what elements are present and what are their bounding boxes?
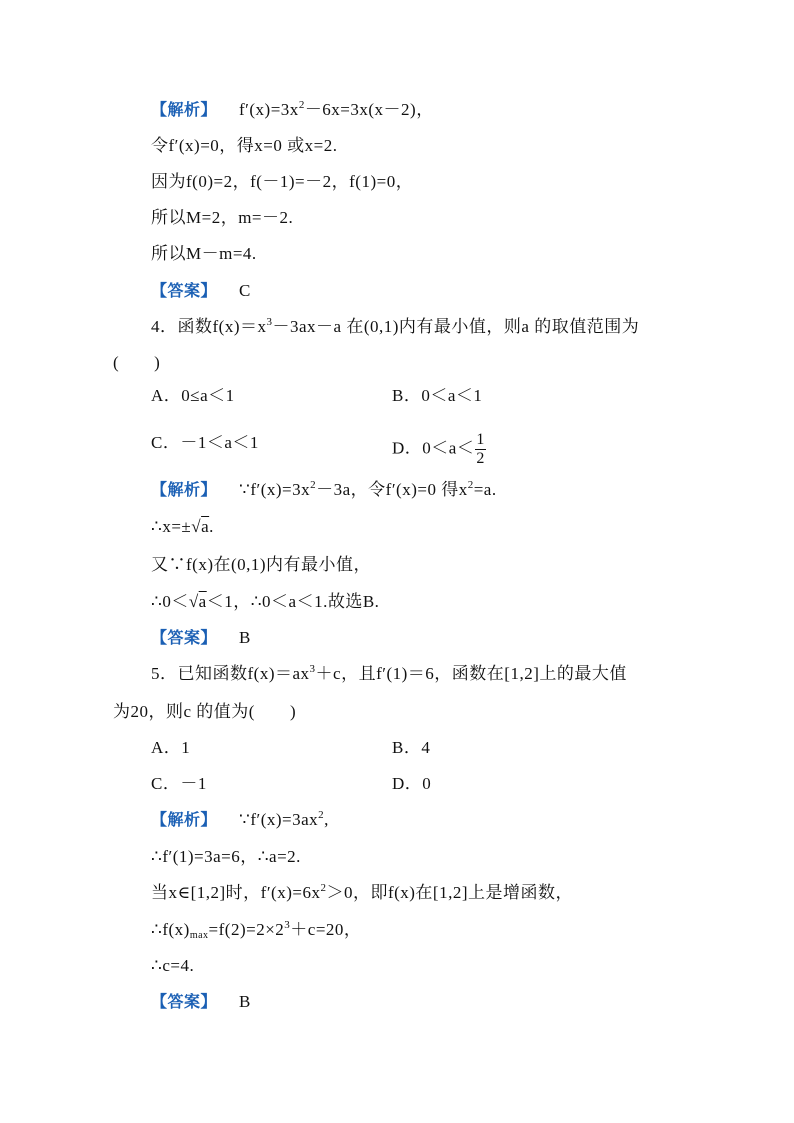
answer-tag: 【答案】: [151, 992, 218, 1011]
q4-option-c: C．－1＜a＜1: [151, 433, 259, 452]
q3-answer-value: C: [239, 281, 251, 300]
q5-option-c: C．－1: [151, 774, 207, 793]
q4-option-a: A．0≤a＜1: [151, 386, 235, 405]
q4-analysis-line-1: 【解析】 $\because f'(x)=3x^2-3a$，令f′(x)=0 得$x^2=a$.: [151, 479, 497, 499]
q5-analysis-line-1: 【解析】 $\because f'(x)=3ax^2$,: [151, 809, 329, 829]
q4-analysis-line-2: ∴x=±√a.: [151, 517, 214, 536]
q5-stem-line-1: 5．已知函数$f(x)=ax^3+c$，且f′(1)＝6，函数在[1,2]上的最大值: [151, 663, 627, 683]
analysis-tag: 【解析】: [151, 100, 218, 119]
q5-option-b: B．4: [392, 738, 431, 757]
q3-analysis-line-5: 所以M－m=4.: [151, 244, 257, 263]
answer-tag: 【答案】: [151, 628, 218, 647]
q5-analysis-line-5: ∴c=4.: [151, 956, 195, 975]
answer-tag: 【答案】: [151, 281, 218, 300]
q3-answer-line: [151, 279, 251, 303]
q4-option-d: D．0＜a＜ $\frac{1}{2}$: [392, 431, 485, 467]
q5-option-a: A．1: [151, 738, 191, 757]
q3-analysis-line-3: 因为f(0)=2，f(－1)=－2，f(1)=0，: [151, 172, 414, 191]
q4-answer-line: [151, 626, 251, 650]
q5-analysis-line-2: ∴f′(1)=3a=6，∴a=2.: [151, 847, 301, 866]
analysis-tag: 【解析】: [151, 480, 218, 499]
q5-stem-line-2: 为20，则c 的值为( ): [113, 702, 297, 721]
q4-stem-line-1: 4．函数$f(x)=x^3-3ax-a$ 在(0,1)内有最小值，则a 的取值范围为: [151, 316, 640, 336]
q5-answer-line: [151, 990, 251, 1014]
fraction-one-half: $\frac{1}{2}$: [476, 431, 485, 467]
q5-analysis-line-3: 当x∈[1,2]时，$f'(x)=6x^2>0$，即f(x)在[1,2]上是增函数，: [151, 882, 574, 902]
radical-sign-icon: √: [188, 592, 199, 611]
q4-answer-value: B: [239, 628, 251, 647]
q5-analysis-line-4: $\therefore f(x)_{max}=f(2)=2\times 2^3+c=20$，: [151, 919, 362, 941]
q5-option-d: D．0: [392, 774, 432, 793]
analysis-tag: 【解析】: [151, 810, 218, 829]
q3-analysis-line-1: 【解析】 $f'(x)=3x^2-6x=3x(x-2)$，: [151, 99, 434, 119]
radical-sign-icon: √: [191, 517, 202, 536]
q4-analysis-line-3: 又∵f(x)在(0,1)内有最小值，: [151, 555, 372, 574]
q4-option-b: B．0＜a＜1: [392, 386, 483, 405]
q4-stem-line-2: ( ): [113, 353, 161, 372]
q3-analysis-line-4: 所以M=2，m=－2.: [151, 208, 294, 227]
q5-answer-value: B: [239, 992, 251, 1011]
q3-analysis-line-2: 令f′(x)=0，得x=0 或x=2.: [151, 136, 338, 155]
q4-analysis-line-4: ∴0＜√a＜1，∴0＜a＜1.故选B.: [151, 592, 380, 611]
